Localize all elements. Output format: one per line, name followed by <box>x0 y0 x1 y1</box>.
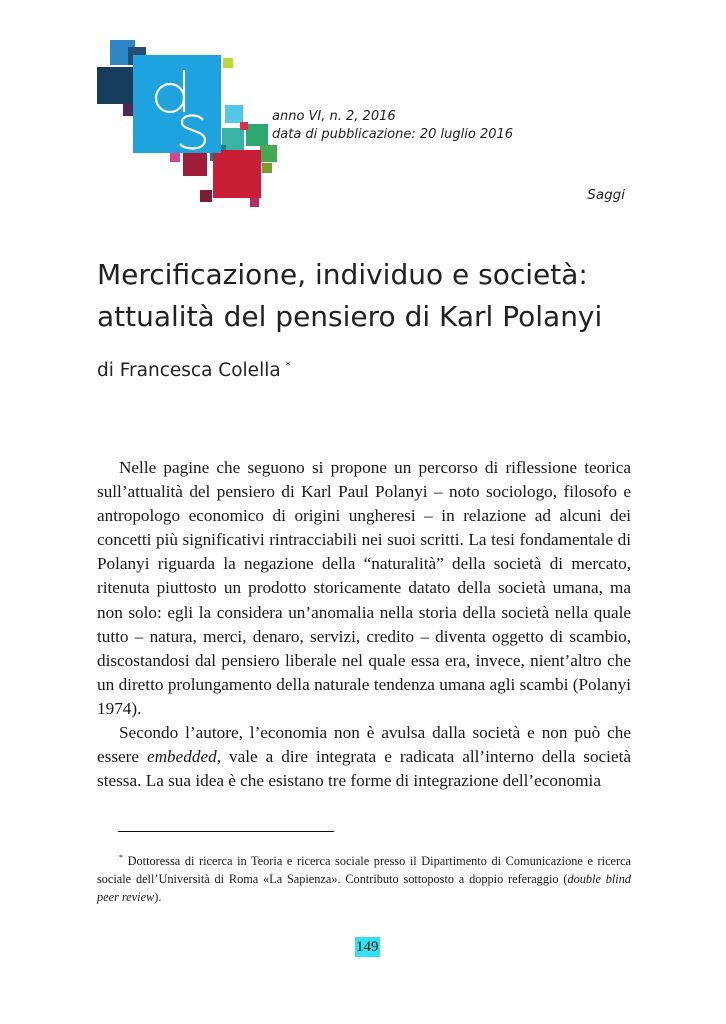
emphasis-embedded: embedded <box>147 747 217 767</box>
footnote-mark: * <box>119 853 123 862</box>
logo-square <box>246 124 268 146</box>
logo-square <box>223 58 233 68</box>
section-label: Saggi <box>587 187 625 203</box>
journal-logo <box>0 0 280 210</box>
title-line-2: attualità del pensiero di Karl Polanyi <box>97 300 603 333</box>
logo-square <box>262 163 272 173</box>
paragraph-2-text-a: Secondo l’autore, l’economia non è avulsa dalla società e non può che essere <box>97 723 631 767</box>
paragraph-1: Nelle pagine che seguono si propone un percorso di riflessione teorica sull’attualità del pensiero di Karl Paul Polanyi – noto sociologo, filosofo e antropologo economico di origini ungheresi – in relazione ad alcuni dei concetti più significativi rintracciabili nei suoi scritti. La tesi fondamentale di Polanyi riguarda la negazione della “naturalità” della società di mercato, ritenuta piuttosto un prodotto storicamente datato della società umana, ma non solo: egli la considera un’anomalia nella storia della società nella quale tutto – natura, merci, denaro, servizi, credito – diventa oggetto di scambio, discostandosi dal pensiero liberale nel quale essa era, invece, nient’altro che un diretto prolungamento della naturale tendenza umana agli scambi (Polanyi 1974). <box>97 458 631 718</box>
logo-square <box>260 145 277 162</box>
publication-meta <box>272 108 513 144</box>
article-body <box>97 456 631 793</box>
footnote-emphasis: double blind peer review <box>97 872 631 905</box>
logo-square <box>200 190 212 202</box>
paragraph-2-text-b: , vale a dire integrata e radicata all’interno della società stessa. La sua idea è che esistano tre forme di integrazione dell’economia <box>97 747 631 791</box>
footnote-text-b: ). <box>154 890 162 905</box>
logo-square <box>97 67 134 104</box>
logo-text <box>143 60 213 160</box>
footnote-marker[interactable]: * <box>285 361 291 371</box>
paragraph-2 <box>97 721 631 793</box>
logo-square <box>250 198 259 207</box>
footnote-text-a: Dottoressa di ricerca in Teoria e ricerca sociale presso il Dipartimento di Comunicazione e ricerca sociale dell’Università di Roma «La Sapienza». Contributo sottoposto a doppio referaggio ( <box>97 854 631 887</box>
page-number: 149 <box>356 939 379 955</box>
footnote-divider <box>118 831 334 832</box>
logo-square <box>213 150 261 198</box>
logo-square <box>225 105 243 123</box>
article-title <box>97 254 657 338</box>
issue-line: anno VI, n. 2, 2016 <box>272 109 396 124</box>
footnote <box>97 849 631 906</box>
author-name: di Francesca Colella <box>97 360 281 381</box>
logo-square <box>240 122 248 130</box>
author-line <box>97 360 290 381</box>
publication-date: data di pubblicazione: 20 luglio 2016 <box>272 127 514 142</box>
title-line-1: Mercificazione, individuo e società: <box>97 258 588 291</box>
